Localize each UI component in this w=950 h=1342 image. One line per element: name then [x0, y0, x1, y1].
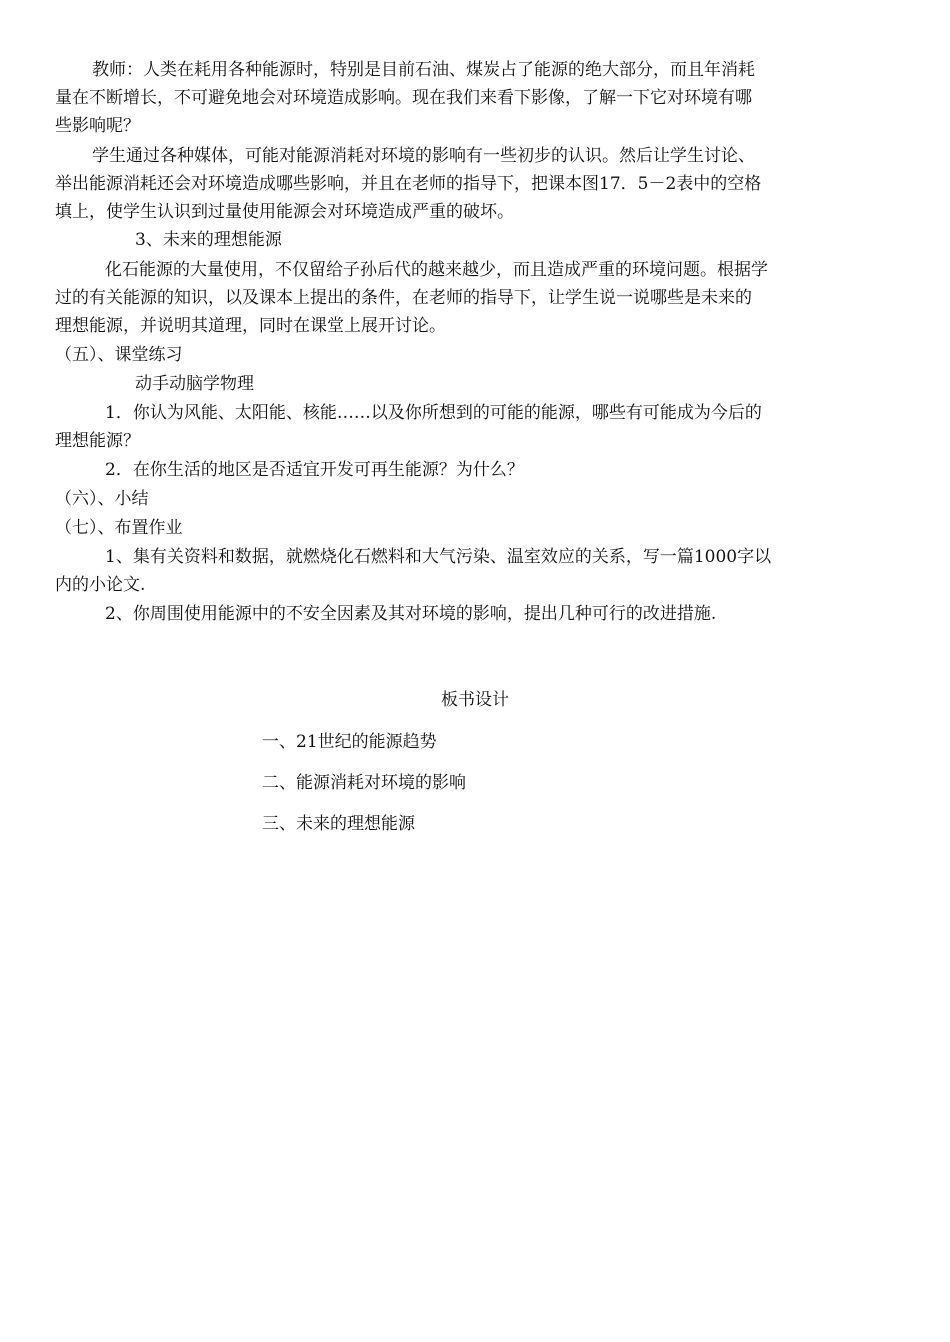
homework-heading: （七）、布置作业: [55, 518, 183, 538]
board-item-1: 一、21世纪的能源趋势: [262, 732, 437, 752]
question-1-line-2: 理想能源？: [55, 431, 140, 451]
students-line-2: 举出能源消耗还会对环境造成哪些影响，并且在老师的指导下，把课本图17．5－2表中的空格: [55, 174, 762, 194]
homework-item-1-line-2: 内的小论文.: [55, 575, 146, 595]
homework-item-2: 2、你周围使用能源中的不安全因素及其对环境的影响，提出几种可行的改进措施.: [105, 604, 717, 624]
teacher-line-1: 教师：人类在耗用各种能源时，特别是目前石油、煤炭占了能源的绝大部分，而且年消耗: [92, 60, 755, 80]
practice-subheading: 动手动脑学物理: [135, 374, 254, 394]
board-item-3: 三、未来的理想能源: [262, 814, 415, 834]
teacher-line-3: 些影响呢？: [55, 116, 140, 136]
practice-question-2: 2．在你生活的地区是否适宜开发可再生能源？为什么？: [105, 460, 524, 480]
future-line-3: 理想能源，并说明其道理，同时在课堂上展开讨论。: [55, 316, 446, 336]
future-line-2: 过的有关能源的知识，以及课本上提出的条件，在老师的指导下，让学生说一说哪些是未来的: [55, 288, 752, 308]
homework-item-1-line-1: 1、集有关资料和数据，就燃烧化石燃料和大气污染、温室效应的关系，写一篇1000字以: [105, 547, 772, 567]
board-design-title: 板书设计: [441, 690, 509, 710]
teacher-line-2: 量在不断增长，不可避免地会对环境造成影响。现在我们来看下影像，了解一下它对环境有哪: [55, 88, 752, 108]
question-1-line-1: 1．你认为风能、太阳能、核能……以及你所想到的可能的能源，哪些有可能成为今后的: [105, 403, 762, 423]
board-item-2: 二、能源消耗对环境的影响: [262, 773, 466, 793]
students-line-1: 学生通过各种媒体，可能对能源消耗对环境的影响有一些初步的认识。然后让学生讨论、: [92, 146, 755, 166]
future-line-1: 化石能源的大量使用，不仅留给子孙后代的越来越少，而且造成严重的环境问题。根据学: [105, 260, 768, 280]
practice-heading: （五）、课堂练习: [55, 345, 183, 365]
future-energy-heading: 3、未来的理想能源: [135, 230, 282, 250]
summary-heading: （六）、小结: [55, 489, 149, 509]
students-line-3: 填上，使学生认识到过量使用能源会对环境造成严重的破坏。: [55, 202, 514, 222]
